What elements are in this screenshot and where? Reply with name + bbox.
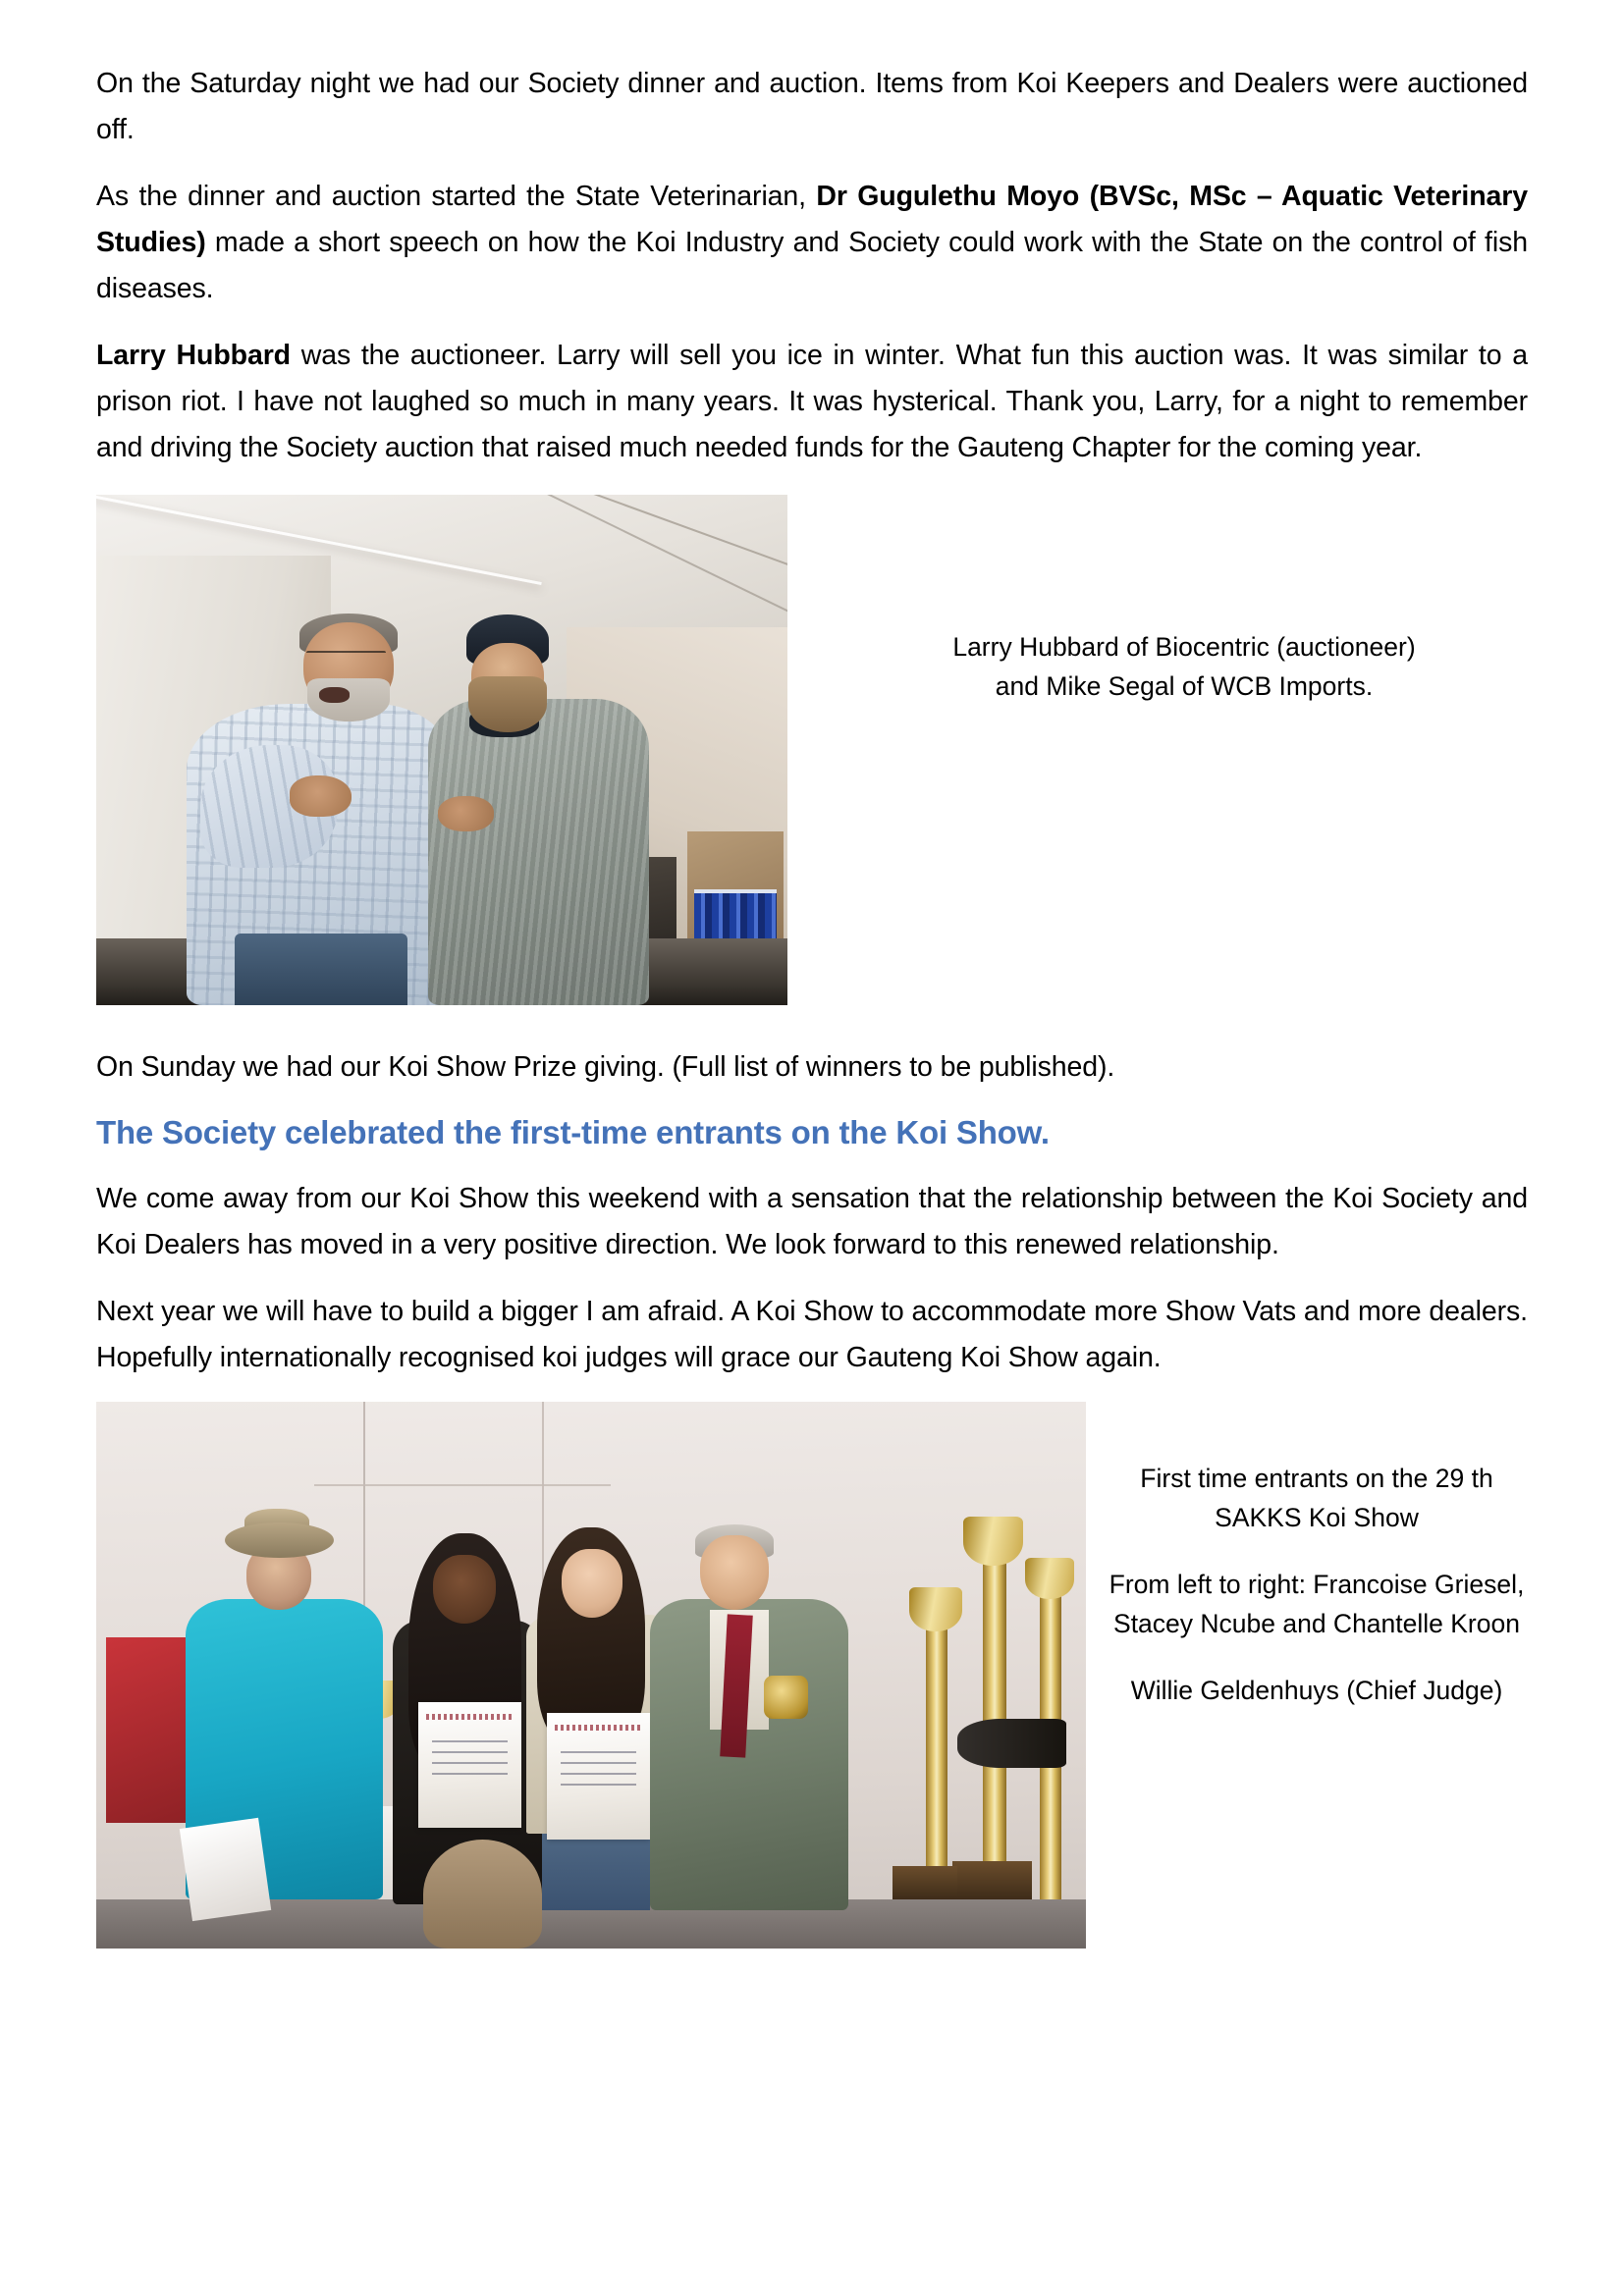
- man-right-hand: [438, 796, 493, 831]
- foreground-head: [423, 1840, 542, 1949]
- auction-caption-line-1: Larry Hubbard of Biocentric (auctioneer): [952, 632, 1416, 662]
- figure-auction: [96, 490, 1528, 1005]
- man-left-glasses: [306, 651, 386, 668]
- spacer-after-figure-auction: [96, 1005, 1528, 1044]
- man-left-jeans: [235, 934, 407, 1005]
- name-larry-hubbard: Larry Hubbard: [96, 340, 291, 371]
- paragraph-sunday-prizegiving: On Sunday we had our Koi Show Prize giving. (Full list of winners to be published).: [96, 1051, 1115, 1083]
- trophy-cup-3: [1025, 1558, 1074, 1599]
- auction-photo-image: [96, 495, 787, 1005]
- paragraph-auctioneer: [96, 333, 1528, 471]
- trophy-base-1: [952, 1861, 1032, 1899]
- prizegiving-caption-line-2: From left to right: Francoise Griesel, Stacey Ncube and Chantelle Kroon: [1109, 1570, 1525, 1638]
- prizegiving-caption-line-1: First time entrants on the 29 th SAKKS Koi Show: [1140, 1464, 1493, 1532]
- prize-giving-photo-caption: [1106, 1459, 1528, 1710]
- paragraph-next-year: Next year we will have to build a bigger I am afraid. A Koi Show to accommodate more Show Vats and more dealers. Hopefully internationally recognised koi judges will grace our Gauteng Koi Show again.: [96, 1296, 1528, 1373]
- person-1-paper: [180, 1818, 271, 1921]
- red-drape: [106, 1637, 195, 1823]
- page-content: [96, 61, 1528, 1949]
- paragraph-renewed-relationship: We come away from our Koi Show this weekend with a sensation that the relationship between the Koi Society and Koi Dealers has moved in a very positive direction. We look forward to this renewed relationship.: [96, 1183, 1528, 1260]
- trophy-cup-2: [909, 1587, 962, 1631]
- prize-giving-photo-image: [96, 1402, 1086, 1949]
- paragraph-saturday-night: On the Saturday night we had our Society dinner and auction. Items from Koi Keepers and Dealers were auctioned off.: [96, 68, 1528, 145]
- man-left-mouth: [319, 687, 351, 704]
- paragraph-auctioneer-tail: was the auctioneer. Larry will sell you ice in winter. What fun this auction was. It was similar to a prison riot. I have not laughed so much in many years. It was hysterical. Thank you, Larry, for a night to remember and driving the Society auction that raised much needed funds for the Gauteng Chapter for the coming year.: [96, 340, 1528, 463]
- person-1-hat-brim: [225, 1522, 334, 1558]
- auction-caption-line-2: and Mike Segal of WCB Imports.: [995, 671, 1374, 701]
- person-4-head: [700, 1535, 770, 1609]
- paragraph-state-veterinarian-tail: made a short speech on how the Koi Industry and Society could work with the State on the control of fish diseases.: [96, 227, 1528, 304]
- name-dr-gugulethu-moyo: Dr Gugulethu Moyo (BVSc, MSc – Aquatic Veterinary Studies): [96, 181, 1528, 258]
- person-2-certificate: [418, 1702, 522, 1828]
- paragraph-state-veterinarian-lead: As the dinner and auction started the State Veterinarian,: [96, 181, 817, 212]
- paragraph-state-veterinarian: [96, 174, 1528, 312]
- figure-prizegiving: [96, 1400, 1528, 1949]
- trophy-column-2: [926, 1626, 947, 1899]
- person-3-head: [562, 1549, 622, 1618]
- section-heading-first-time-entrants: The Society celebrated the first-time entrants on the Koi Show.: [96, 1114, 1050, 1150]
- backdrop-seam-horizontal: [314, 1484, 611, 1486]
- prizegiving-caption-line-3: Willie Geldenhuys (Chief Judge): [1130, 1676, 1503, 1705]
- man-right-beard: [468, 676, 547, 732]
- trophy-cup-1: [963, 1517, 1022, 1566]
- person-2-head: [433, 1555, 497, 1624]
- person-4-blazer-badge: [764, 1676, 807, 1720]
- man-left-hand: [290, 775, 352, 817]
- trophy-base-2: [893, 1866, 957, 1898]
- person-3-certificate: [547, 1713, 651, 1839]
- offscreen-arm: [957, 1719, 1066, 1768]
- man-right-fleece: [428, 699, 649, 1005]
- auction-photo-caption: [840, 627, 1528, 706]
- auction-caption-text: [840, 627, 1528, 706]
